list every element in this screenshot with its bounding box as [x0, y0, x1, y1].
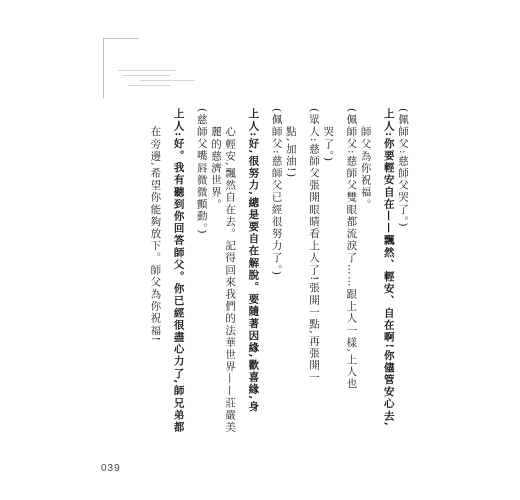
text-line: (眾人:慈師父張開眼睛看上人了!張開一點,再張開一	[307, 108, 320, 384]
header-frame-horizontal	[103, 38, 138, 39]
text-line: 上人:好。我有聽到你回答師父。你已經很盡心力了,師兄弟都	[172, 108, 185, 434]
decorative-stroke	[128, 85, 170, 86]
text-line: (佩師父:慈師父雙眼都流淚了……跟上人一樣,上人也	[345, 108, 358, 390]
text-line: 心輕安,飄然自在去。記得回來我們的法華世界——莊嚴美	[224, 126, 237, 434]
text-line: 哭了。)	[322, 126, 335, 163]
text-line: 在旁邊,希望你能夠放下。師父為你祝福!	[149, 126, 162, 343]
decorative-stroke	[118, 70, 176, 71]
text-line: 上人:你要輕安自在——飄然、輕安、自在啊!你儘管安心去,	[382, 108, 395, 428]
text-line: 麗的慈濟世界。	[209, 126, 222, 211]
text-line: (佩師父:慈師父已經很努力了。)	[270, 108, 283, 277]
text-line: 點,加油!)	[284, 126, 297, 179]
page-number: 039	[101, 463, 121, 474]
text-line: (慈師父嘴唇微微顫動。)	[195, 108, 208, 236]
decorative-stroke	[122, 75, 170, 76]
text-line: 師父為你祝福。	[359, 126, 372, 211]
vertical-text-body	[148, 108, 410, 434]
decorative-stroke	[140, 80, 195, 81]
text-line: (佩師父:慈師父哭了。)	[397, 108, 409, 229]
text-line: 上人:好,很努力,總是要自在解脫。要隨著因緣,歡喜緣,身	[247, 108, 260, 413]
header-frame-vertical	[103, 38, 104, 98]
